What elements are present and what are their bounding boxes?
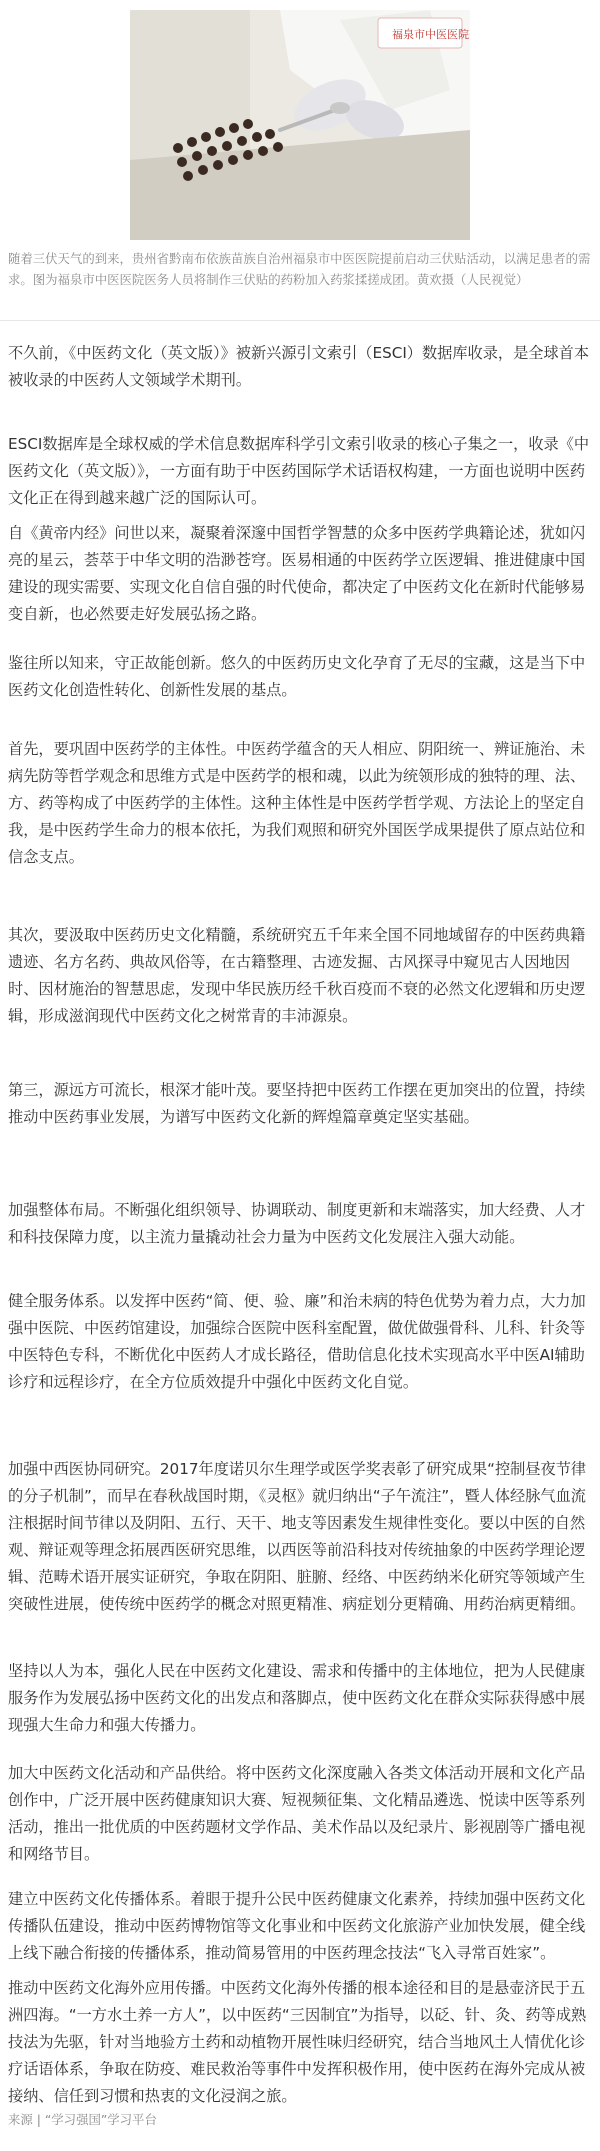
paragraph-12: 加大中医药文化活动和产品供给。将中医药文化深度融入各类文体活动开展和文化产品创作中，广泛开展中医药健康知识大赛、短视频征集、文化精品遴选、悦读中医等系列活动，推出一批优质的中医药题材文学作品、美术作品以及纪录片、影视剧等广播电视和网络节目。: [8, 1764, 586, 1863]
paragraph-14: 推动中医药文化海外应用传播。中医药文化海外传播的根本途径和目的是悬壶济民于五洲四海。“一方水土养一方人”，以中医药“三因制宜”为指导，以砭、针、灸、药等成熟技法为先驱，针对当地验方土药和动植物开展性味归经研究，结合当地风土人情优化诊疗话语体系，争取在防疫、难民救治等事件中发挥积极作用，使中医药在海外完成从被接纳、信任到习惯和热衷的文化浸润之旅。: [8, 1979, 587, 2105]
source-separator: |: [36, 2112, 41, 2127]
source-label: 来源: [8, 2112, 33, 2127]
article-photo: [130, 10, 470, 240]
paragraph-1: 不久前，《中医药文化（英文版）》被新兴源引文索引（ESCI）数据库收录，是全球首本被收录的中医药人文领域学术期刊。: [8, 344, 590, 389]
paragraph-3: 自《黄帝内经》问世以来，凝聚着深邃中国哲学智慧的众多中医药学典籍论述，犹如闪亮的星云，荟萃于中华文明的浩渺苍穹。医易相通的中医药学立医逻辑、推进健康中国建设的现实需要、实现文化自信自强的时代使命，都决定了中医药文化在新时代能够易变自新，也必然要走好发展弘扬之路。: [8, 524, 586, 623]
paragraph-13: 建立中医药文化传播体系。着眼于提升公民中医药健康文化素养，持续加强中医药文化传播队伍建设，推动中医药博物馆等文化事业和中医药文化旅游产业加快发展，健全线上线下融合衔接的传播体系，推动简易管用的中医药理念技法“飞入寻常百姓家”。: [8, 1890, 586, 1962]
paragraph-6: 其次，要汲取中医药历史文化精髓，系统研究五千年来全国不同地域留存的中医药典籍遗迹、名方名药、典故风俗等，在古籍整理、古迹发掘、古风探寻中窥见古人因地因时、因材施治的智慧思虑，发现中华民族历经千秋百疫而不衰的必然文化逻辑和历史逻辑，形成滋润现代中医药文化之树常青的丰沛源泉。: [8, 926, 586, 1025]
paragraph-8: 加强整体布局。不断强化组织领导、协调联动、制度更新和末端落实，加大经费、人才和科技保障力度，以主流力量撬动社会力量为中医药文化发展注入强大动能。: [8, 1201, 586, 1246]
paragraph-4: 鉴往所以知来，守正故能创新。悠久的中医药历史文化孕育了无尽的宝藏，这是当下中医药文化创造性转化、创新性发展的基点。: [8, 654, 586, 699]
paragraph-7: 第三，源远方可流长，根深才能叶茂。要坚持把中医药工作摆在更加突出的位置，持续推动中医药事业发展，为谱写中医药文化新的辉煌篇章奠定坚实基础。: [8, 1081, 586, 1126]
article-source: [8, 2110, 592, 2130]
paragraph-11: 坚持以人为本，强化人民在中医药文化建设、需求和传播中的主体地位，把为人民健康服务作为发展弘扬中医药文化的出发点和落脚点，使中医药文化在群众实际获得感中展现强大生命力和强大传播力。: [8, 1662, 586, 1734]
paragraph-9: 健全服务体系。以发挥中医药“简、便、验、廉”和治未病的特色优势为着力点，大力加强中医院、中医药馆建设，加强综合医院中医科室配置，做优做强骨科、儿科、针灸等中医特色专科，不断优化中医药人才成长路径，借助信息化技术实现高水平中医AI辅助诊疗和远程诊疗，在全方位质效提升中强化中医药文化自觉。: [8, 1292, 586, 1391]
hospital-badge-text: 福泉市中医医院: [392, 28, 469, 41]
pharmacy-scene-image: [130, 10, 470, 240]
photo-caption: 随着三伏天气的到来，贵州省黔南布依族苗族自治州福泉市中医医院提前启动三伏贴活动，以满足患者的需求。图为福泉市中医医院医务人员将制作三伏贴的药粉加入药浆揉搓成团。黄欢摄（人民视觉）: [8, 251, 591, 287]
paragraph-5: 首先，要巩固中医药学的主体性。中医药学蕴含的天人相应、阴阳统一、辨证施治、未病先防等哲学观念和思维方式是中医药学的根和魂，以此为统领形成的独特的理、法、方、药等构成了中医药学的主体性。这种主体性是中医药学哲学观、方法论上的坚定自我，是中医药学生命力的根本依托，为我们观照和研究外国医学成果提供了原点站位和信念支点。: [8, 740, 586, 866]
source-name[interactable]: “学习强国”学习平台: [44, 2112, 157, 2127]
paragraph-2: ESCI数据库是全球权威的学术信息数据库科学引文索引收录的核心子集之一，收录《中医药文化（英文版）》，一方面有助于中医药国际学术话语权构建，一方面也说明中医药文化正在得到越来越广泛的国际认可。: [8, 435, 590, 507]
caption-divider: [0, 320, 600, 321]
paragraph-10: 加强中西医协同研究。2017年度诺贝尔生理学或医学奖表彰了研究成果“控制昼夜节律的分子机制”，而早在春秋战国时期，《灵枢》就归纳出“子午流注”，暨人体经脉气血流注根据时间节律以及阴阳、五行、天干、地支等因素发生规律性变化。要以中医的自然观、辩证观等理念拓展西医研究思维，以西医等前沿科技对传统抽象的中医药学理论逻辑、范畴术语开展实证研究，争取在阴阳、脏腑、经络、中医药纳米化研究等领域产生突破性进展，使传统中医药学的概念对照更精准、病症划分更精确、用药治病更精细。: [8, 1460, 587, 1613]
